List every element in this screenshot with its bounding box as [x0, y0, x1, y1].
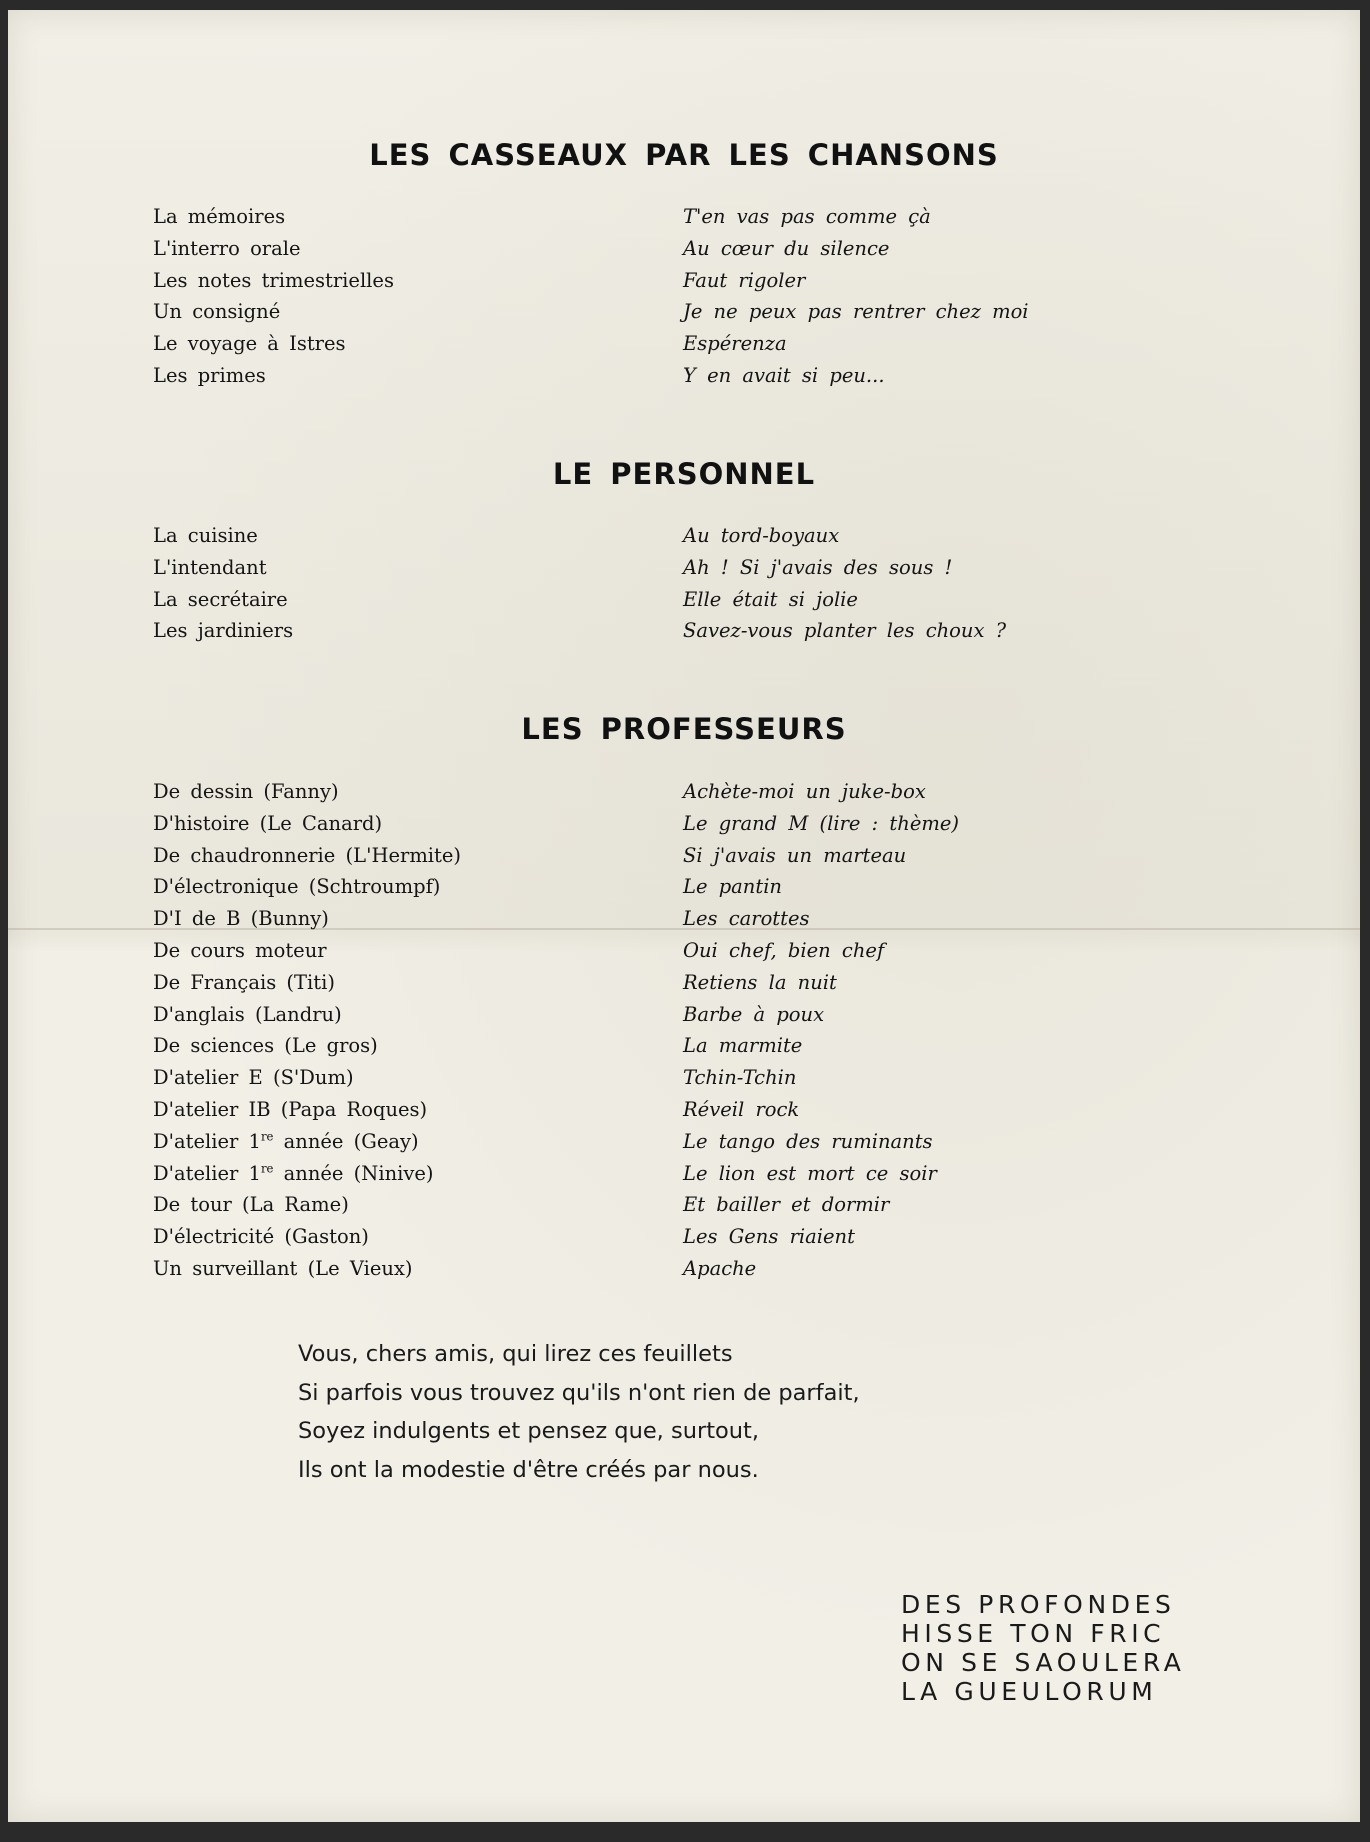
casseaux-list [147, 201, 1147, 392]
list-item [147, 615, 1147, 647]
item-song: Au cœur du silence [683, 236, 890, 260]
list-item [147, 1126, 1147, 1158]
list-item [147, 999, 1147, 1031]
item-song: Si j'avais un marteau [683, 843, 907, 867]
item-song: Au tord-boyaux [683, 524, 840, 547]
item-song: Elle était si jolie [683, 587, 858, 611]
item-subject: Un consigné [153, 300, 281, 324]
item-song: La marmite [683, 1034, 803, 1058]
item-subject: La secrétaire [153, 587, 288, 611]
signoff-line: LA GUEULORUM [901, 1677, 1158, 1706]
list-item [147, 1253, 1147, 1285]
list-item [147, 296, 1147, 328]
item-subject: De dessin (Fanny) [153, 780, 339, 803]
item-song: Et bailler et dormir [683, 1193, 890, 1217]
professeurs-list [147, 776, 1147, 1285]
item-subject: Un surveillant (Le Vieux) [153, 1256, 413, 1280]
item-subject: D'électricité (Gaston) [153, 1225, 369, 1249]
item-song: Achète-moi un juke-box [683, 780, 926, 803]
item-song: Retiens la nuit [683, 970, 837, 994]
list-item [147, 328, 1147, 360]
item-song: Y en avait si peu... [683, 363, 885, 387]
item-subject: De tour (La Rame) [153, 1193, 349, 1217]
list-item [147, 1158, 1147, 1190]
item-song: Ah ! Si j'avais des sous ! [683, 555, 953, 579]
list-item [147, 1030, 1147, 1062]
item-subject: Les jardiniers [153, 619, 294, 643]
item-subject: La cuisine [153, 524, 258, 547]
list-item [147, 201, 1147, 233]
list-item [147, 1062, 1147, 1094]
document-page [8, 10, 1360, 1822]
poem-line: Soyez indulgents et pensez que, surtout, [298, 1418, 760, 1444]
item-song: Tchin-Tchin [683, 1066, 797, 1090]
list-item [147, 840, 1147, 872]
poem-line: Ils ont la modestie d'être créés par nous. [298, 1456, 759, 1483]
item-song: Le tango des ruminants [683, 1129, 933, 1153]
item-subject: De Français (Titi) [153, 970, 335, 994]
section-title-professeurs: LES PROFESSEURS [521, 712, 847, 746]
signoff-line: HISSE TON FRIC [901, 1619, 1166, 1648]
item-song: Je ne peux pas rentrer chez moi [683, 300, 1029, 324]
item-subject: La mémoires [153, 205, 286, 228]
item-song: Les carottes [683, 907, 810, 931]
closing-poem [298, 1335, 860, 1489]
item-song: Oui chef, bien chef [683, 938, 885, 962]
list-item [147, 1094, 1147, 1126]
item-song: Le pantin [683, 875, 782, 899]
item-subject: D'atelier 1re année (Ninive) [153, 1161, 434, 1185]
item-song: Les Gens riaient [683, 1225, 855, 1249]
list-item [147, 552, 1147, 584]
list-item [147, 903, 1147, 935]
section-title-personnel: LE PERSONNEL [552, 457, 816, 491]
item-subject: De chaudronnerie (L'Hermite) [153, 843, 462, 867]
item-song: Savez-vous planter les choux ? [683, 619, 1007, 643]
item-song: Le grand M (lire : thème) [683, 811, 960, 835]
list-item [147, 520, 1147, 552]
item-subject: Le voyage à Istres [153, 332, 346, 356]
list-item [147, 584, 1147, 616]
item-subject: L'intendant [153, 555, 267, 579]
item-song: Espérenza [683, 332, 787, 356]
item-subject: De sciences (Le gros) [153, 1034, 378, 1058]
item-song: Le lion est mort ce soir [683, 1161, 937, 1185]
item-subject: Les primes [153, 363, 266, 387]
item-subject: L'interro orale [153, 236, 301, 260]
item-subject: D'histoire (Le Canard) [153, 811, 383, 835]
item-song: Réveil rock [683, 1097, 800, 1121]
list-item [147, 233, 1147, 265]
list-item [147, 360, 1147, 392]
list-item [147, 1189, 1147, 1221]
item-subject: D'électronique (Schtroumpf) [153, 875, 441, 899]
item-subject: Les notes trimestrielles [153, 268, 394, 292]
list-item [147, 935, 1147, 967]
poem-line: Vous, chers amis, qui lirez ces feuillets [298, 1341, 733, 1367]
item-subject: De cours moteur [153, 938, 327, 962]
item-song: T'en vas pas comme çà [683, 205, 931, 228]
list-item [147, 967, 1147, 999]
personnel-list [147, 520, 1147, 647]
item-subject: D'atelier E (S'Dum) [153, 1066, 354, 1090]
list-item [147, 871, 1147, 903]
list-item [147, 808, 1147, 840]
signoff-block [901, 1590, 1186, 1706]
item-song: Faut rigoler [683, 268, 806, 292]
item-subject: D'I de B (Bunny) [153, 907, 329, 931]
list-item [147, 776, 1147, 808]
signoff-line: DES PROFONDES [901, 1590, 1176, 1619]
section-title-casseaux: LES CASSEAUX PAR LES CHANSONS [369, 138, 999, 172]
item-subject: D'atelier IB (Papa Roques) [153, 1097, 428, 1121]
item-subject: D'anglais (Landru) [153, 1002, 342, 1026]
signoff-line: ON SE SAOULERA [901, 1648, 1186, 1677]
poem-line: Si parfois vous trouvez qu'ils n'ont rien de parfait, [298, 1379, 860, 1406]
item-subject: D'atelier 1re année (Geay) [153, 1129, 419, 1153]
list-item [147, 265, 1147, 297]
item-song: Apache [683, 1256, 757, 1280]
item-song: Barbe à poux [683, 1002, 825, 1026]
list-item [147, 1221, 1147, 1253]
